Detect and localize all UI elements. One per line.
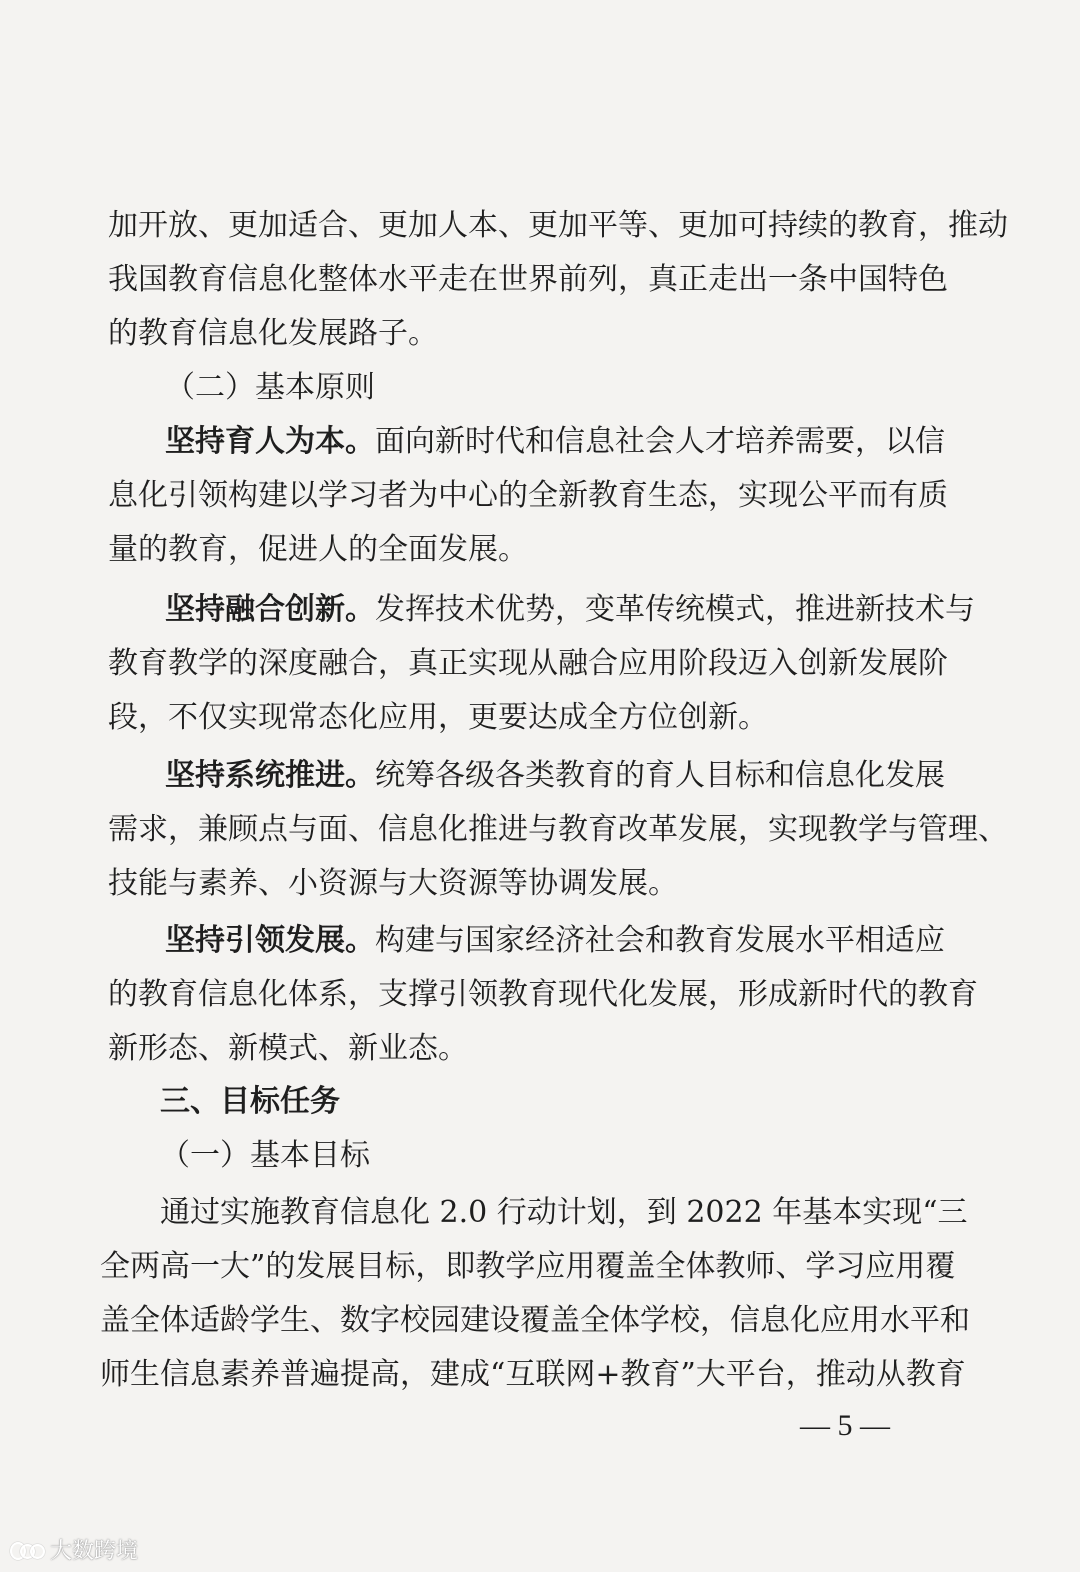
principle-title: 坚持育人为本。 (165, 424, 375, 459)
principle-line (165, 589, 975, 631)
principle-text: 发挥技术优势，变革传统模式，推进新技术与 (375, 592, 975, 627)
body-line: 技能与素养、小资源与大资源等协调发展。 (108, 866, 678, 901)
principle-line (165, 920, 945, 962)
watermark-text: 大数跨境 (50, 1539, 139, 1564)
body-line: 的教育信息化体系，支撑引领教育现代化发展，形成新时代的教育 (108, 977, 978, 1012)
principle-line (165, 755, 945, 797)
principle-line (165, 421, 945, 463)
body-line: 的教育信息化发展路子。 (108, 316, 438, 351)
body-line: 息化引领构建以学习者为中心的全新教育生态，实现公平而有质 (108, 478, 948, 513)
principle-text: 统筹各级各类教育的育人目标和信息化发展 (375, 758, 945, 793)
section-subheading: （一）基本目标 (160, 1138, 370, 1173)
body-line: 加开放、更加适合、更加人本、更加平等、更加可持续的教育，推动 (108, 208, 1008, 243)
body-line: 通过实施教育信息化 2.0 行动计划，到 2022 年基本实现“三 (160, 1195, 968, 1230)
principle-text: 构建与国家经济社会和教育发展水平相适应 (375, 923, 945, 958)
body-line: 教育教学的深度融合，真正实现从融合应用阶段迈入创新发展阶 (108, 646, 948, 681)
page-number: — 5 — (800, 1409, 890, 1442)
body-line: 需求，兼顾点与面、信息化推进与教育改革发展，实现教学与管理、 (108, 812, 1008, 847)
body-line: 段，不仅实现常态化应用，更要达成全方位创新。 (108, 700, 768, 735)
body-line: 量的教育，促进人的全面发展。 (108, 532, 528, 567)
body-line: 师生信息素养普遍提高，建成“互联网+教育”大平台，推动从教育 (100, 1357, 966, 1392)
section-subheading: （二）基本原则 (165, 370, 375, 405)
principle-title: 坚持系统推进。 (165, 758, 375, 793)
principle-title: 坚持融合创新。 (165, 592, 375, 627)
principle-title: 坚持引领发展。 (165, 923, 375, 958)
body-line: 新形态、新模式、新业态。 (108, 1031, 468, 1066)
principle-text: 面向新时代和信息社会人才培养需要，以信 (375, 424, 945, 459)
watermark-logo-icon (10, 1538, 44, 1562)
section-heading: 三、目标任务 (160, 1084, 340, 1119)
body-line: 我国教育信息化整体水平走在世界前列，真正走出一条中国特色 (108, 262, 948, 297)
body-line: 全两高一大”的发展目标，即教学应用覆盖全体教师、学习应用覆 (100, 1249, 956, 1284)
watermark (10, 1534, 138, 1565)
body-line: 盖全体适龄学生、数字校园建设覆盖全体学校，信息化应用水平和 (100, 1303, 970, 1338)
